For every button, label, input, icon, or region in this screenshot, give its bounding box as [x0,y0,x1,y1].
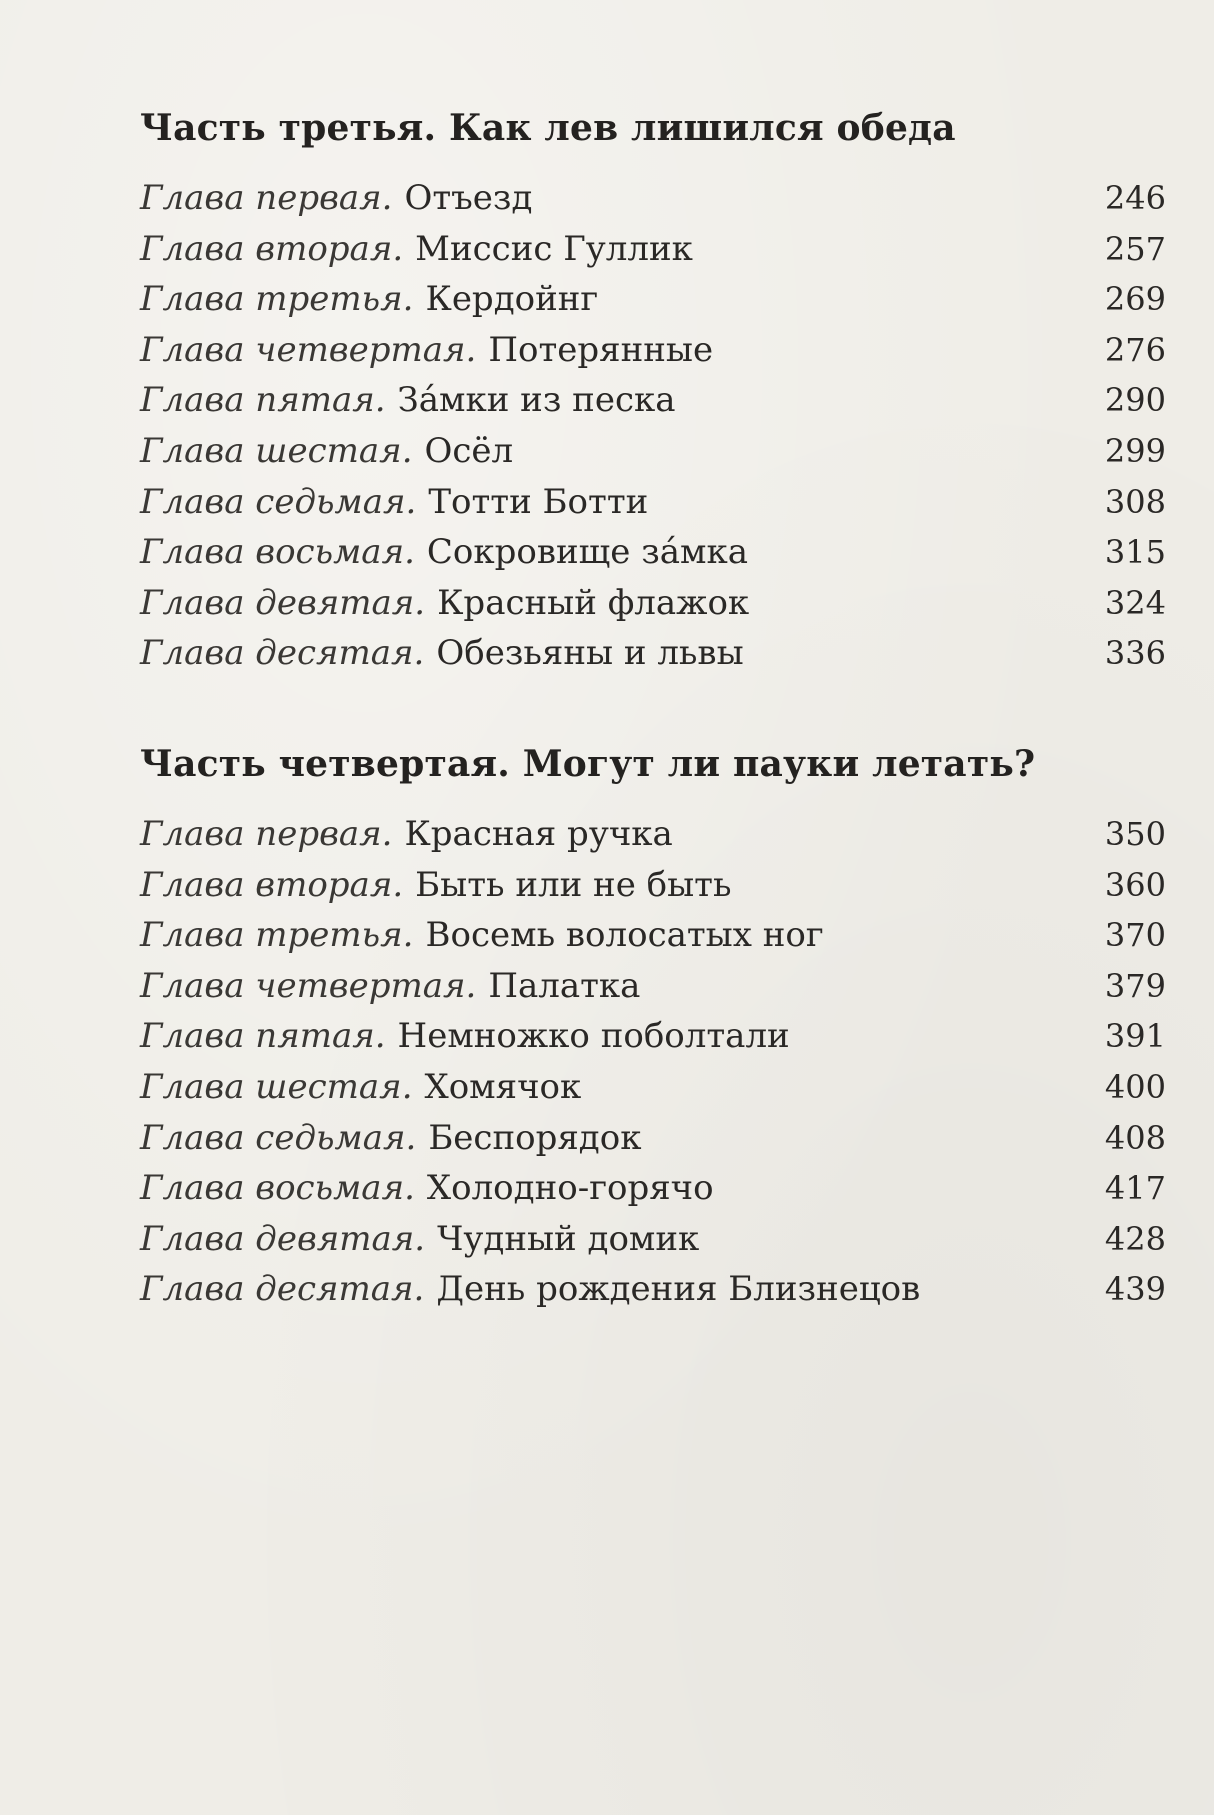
chapter-title: За́мки из песка [397,380,676,421]
chapter-title: Холодно-горячо [426,1168,714,1209]
chapter-page-number: 391 [1104,1017,1166,1056]
chapter-row[interactable] [140,482,1170,533]
chapter-list [140,814,1170,1320]
chapter-label: Глава десятая. [140,1269,425,1310]
chapter-row[interactable] [140,178,1170,229]
chapter-page-number: 370 [1104,916,1166,955]
chapter-label: Глава пятая. [140,380,386,421]
chapter-row[interactable] [140,1016,1170,1067]
chapter-title: День рождения Близнецов [436,1269,921,1310]
chapter-list [140,178,1170,684]
chapter-row[interactable] [140,583,1170,634]
chapter-label: Глава седьмая. [140,481,417,522]
chapter-row[interactable] [140,431,1170,482]
chapter-page-number: 408 [1104,1118,1166,1157]
chapter-label: Глава третья. [140,279,414,320]
chapter-title: Красная ручка [404,814,673,854]
chapter-row[interactable] [140,814,1170,865]
chapter-page-number: 400 [1104,1067,1166,1106]
chapter-title: Быть или не быть [415,864,732,905]
chapter-page-number: 315 [1104,533,1166,572]
chapter-row[interactable] [140,1118,1170,1169]
chapter-label: Глава шестая. [140,430,413,471]
chapter-title: Осёл [424,430,514,471]
part-three-section [140,98,1170,684]
chapter-page-number: 299 [1104,431,1166,470]
chapter-label: Глава вторая. [140,864,404,905]
chapter-row[interactable] [140,229,1170,280]
chapter-page-number: 276 [1104,330,1166,369]
chapter-row[interactable] [140,279,1170,330]
chapter-title: Отъезд [404,178,533,218]
chapter-title: Чудный домик [437,1218,700,1259]
chapter-label: Глава седьмая. [140,1117,417,1158]
chapter-row[interactable] [140,1067,1170,1118]
chapter-label: Глава десятая. [140,633,425,674]
chapter-label: Глава первая. [140,814,393,854]
chapter-page-number: 336 [1104,634,1166,673]
chapter-title: Потерянные [488,329,714,370]
chapter-label: Глава первая. [140,178,393,218]
chapter-title: Палатка [488,965,641,1006]
chapter-page-number: 350 [1104,815,1166,853]
chapter-label: Глава девятая. [140,582,426,623]
chapter-title: Миссис Гуллик [415,228,693,269]
chapter-row[interactable] [140,966,1170,1017]
chapter-title: Сокровище за́мка [426,532,748,573]
chapter-label: Глава четвертая. [140,329,477,370]
chapter-row[interactable] [140,1219,1170,1270]
chapter-row[interactable] [140,633,1170,684]
chapter-page-number: 417 [1104,1169,1166,1208]
chapter-page-number: 324 [1104,583,1166,622]
chapter-page-number: 269 [1104,280,1166,319]
chapter-page-number: 257 [1104,229,1166,268]
chapter-label: Глава пятая. [140,1016,386,1057]
chapter-row[interactable] [140,1168,1170,1219]
part-title: Часть четвертая. Могут ли пауки летать? [140,743,1036,785]
chapter-label: Глава шестая. [140,1066,413,1107]
chapter-label: Глава четвертая. [140,965,477,1006]
chapter-page-number: 290 [1104,381,1166,420]
chapter-title: Кердойнг [425,279,599,320]
chapter-title: Красный флажок [437,582,750,623]
chapter-page-number: 308 [1104,482,1166,521]
chapter-label: Глава восьмая. [140,532,415,573]
chapter-row[interactable] [140,380,1170,431]
chapter-page-number: 379 [1104,966,1166,1005]
chapter-title: Тотти Ботти [428,481,649,522]
chapter-title: Беспорядок [428,1117,642,1158]
chapter-label: Глава девятая. [140,1218,426,1259]
chapter-row[interactable] [140,865,1170,916]
chapter-row[interactable] [140,330,1170,381]
chapter-page-number: 439 [1104,1270,1166,1309]
chapter-page-number: 428 [1104,1219,1166,1258]
part-title: Часть третья. Как лев лишился обеда [140,107,956,149]
chapter-label: Глава третья. [140,915,414,956]
chapter-label: Глава восьмая. [140,1168,415,1209]
part-four-section [140,734,1170,1320]
chapter-label: Глава вторая. [140,228,404,269]
chapter-title: Восемь волосатых ног [425,915,824,956]
chapter-row[interactable] [140,915,1170,966]
chapter-row[interactable] [140,1269,1170,1320]
chapter-title: Хомячок [424,1066,582,1107]
chapter-title: Обезьяны и львы [436,633,744,674]
chapter-page-number: 246 [1104,179,1166,217]
chapter-title: Немножко поболтали [397,1016,790,1057]
chapter-page-number: 360 [1104,865,1166,904]
chapter-row[interactable] [140,532,1170,583]
